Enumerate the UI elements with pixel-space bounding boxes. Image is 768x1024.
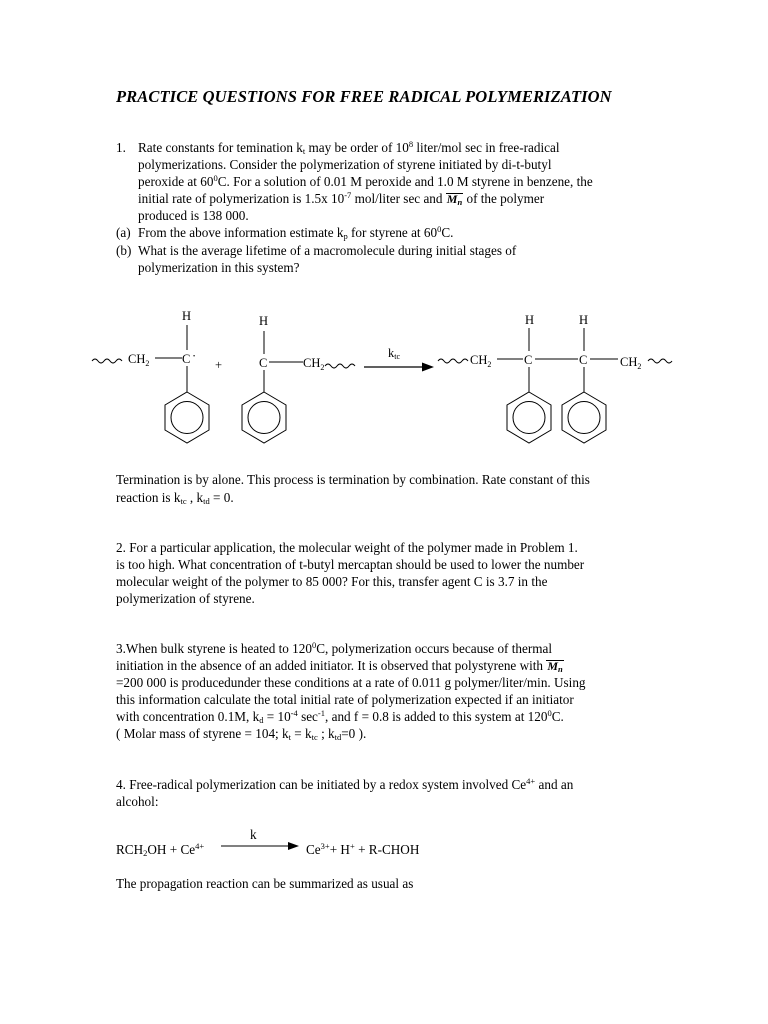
question-1a-text: From the above information estimate $k_p$ for styrene at $60^0C$. [138,224,454,241]
question-4-line-1: 4. Free-radical polymerization can be initiated by a redox system involved $Ce^{4+}$ and an [116,776,574,792]
reaction-arrow-head [422,363,434,372]
termination-line-1: Termination is by alone. This process is termination by combination. Rate constant of this [116,472,590,487]
wavy-bond [325,364,355,368]
benzene-ring [507,392,551,443]
question-4-line-2: alcohol: [116,794,159,809]
mn-symbol: $M_n$ [547,659,563,674]
svg-text:C: C [182,352,191,366]
mn-symbol: $M_n$ [446,192,463,207]
wavy-bond [92,359,122,363]
question-1b-line-2: polymerization in this system? [138,260,300,275]
svg-text:CH2: $CH_2$ [128,352,150,368]
svg-text:H: H [579,313,589,327]
svg-text:H: H [182,309,192,323]
redox-arrow [220,840,300,852]
svg-text:C: C [259,356,268,370]
redox-equation-left: $RCH_2OH + Ce^{4+}$ [116,841,205,858]
svg-text:CH2: $CH_2$ [303,356,325,372]
question-1b-line-1: What is the average lifetime of a macromolecule during initial stages of [138,243,517,258]
question-2-line-3: molecular weight of the polymer to 85 000? For this, transfer agent C is 3.7 in the [116,574,548,589]
question-1a-label: (a) [116,225,131,240]
benzene-ring-circle [513,402,545,434]
svg-text:CH2: $CH_2$ [620,355,642,371]
svg-text:H: H [525,313,535,327]
benzene-ring [242,392,286,443]
question-2-line-2: is too high. What concentration of t-butyl mercaptan should be used to lower the number [116,557,585,572]
benzene-ring [165,392,209,443]
question-1-line-4: initial rate of polymerization is 1.5x $10^{-7}$ mol/liter sec and $M_n$ of the polymer [138,190,545,207]
svg-text:·: · [192,349,197,363]
benzene-ring [562,392,606,443]
benzene-ring-circle [248,402,280,434]
question-1-line-1: Rate constants for temination $k_t$ may be order of $10^8$ liter/mol sec in free-radical [138,139,560,156]
question-3-line-1: 3.When bulk styrene is heated to $120^0C$, polymerization occurs because of thermal [116,640,553,656]
svg-text:+: + [215,358,223,372]
question-3-line-5: with concentration 0.1M, $k_d = 10^{-4}$ $\sec^{-1}$, and f = 0.8 is added to this system at $120^0C$. [116,708,564,725]
question-2-line-1: 2. For a particular application, the molecular weight of the polymer made in Problem 1. [116,540,578,555]
question-1b-label: (b) [116,243,132,258]
svg-text:C: C [524,353,533,367]
question-3-line-3: =200 000 is producedunder these conditions at a rate of 0.011 g polymer/liter/min. Using [116,675,586,690]
wavy-bond [648,359,672,363]
question-1-line-2: polymerizations. Consider the polymerization of styrene initiated by di-t-butyl [138,157,552,172]
question-3-line-4: this information calculate the total initial rate of polymerization expected if an initiator [116,692,574,707]
svg-text:CH2: $CH_2$ [470,353,492,369]
benzene-ring-circle [568,402,600,434]
redox-rate-constant: k [250,827,257,842]
svg-text:H: H [259,314,269,328]
redox-equation-right: $Ce^{3+}+ H^+$ + R-CHOH [306,841,420,857]
question-1-number: 1. [116,140,126,155]
question-1-line-5: produced is 138 000. [138,208,249,223]
termination-line-2: reaction is $k_{tc}$ , $k_{td} = 0$. [116,490,234,506]
propagation-line: The propagation reaction can be summarized as usual as [116,876,414,891]
svg-text:ktc: ktc [388,346,401,361]
page-title: PRACTICE QUESTIONS FOR FREE RADICAL POLYMERIZATION [116,87,612,106]
svg-text:C: C [579,353,588,367]
benzene-ring-circle [171,402,203,434]
question-2-line-4: polymerization of styrene. [116,591,255,606]
question-3-line-2: initiation in the absence of an added initiator. It is observed that polystyrene with $M_n$ [116,658,563,674]
question-1-line-3: peroxide at $60^0C$. For a solution of 0.01 M peroxide and 1.0 M styrene in benzene, the [138,173,593,189]
wavy-bond [438,359,468,363]
termination-reaction-scheme [0,300,768,450]
question-3-line-6: ( Molar mass of styrene = 104; $k_t = k_{tc}$ ; $k_{td}=0$ ). [116,726,367,742]
